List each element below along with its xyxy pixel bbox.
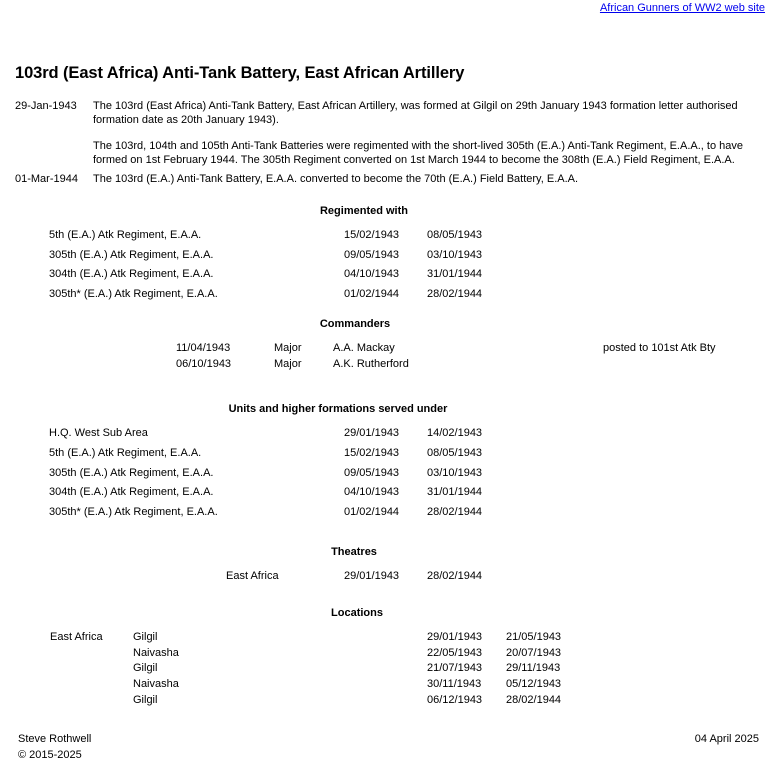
date-from: 15/02/1943	[344, 447, 400, 459]
date-from: 15/02/1943	[344, 229, 400, 241]
date-from: 09/05/1943	[344, 249, 400, 261]
date-to: 05/12/1943	[506, 678, 562, 690]
theatre-name: East Africa	[226, 570, 279, 582]
history-date: 01-Mar-1944	[15, 173, 78, 185]
date-from: 29/01/1943	[344, 427, 400, 439]
unit-name: 5th (E.A.) Atk Regiment, E.A.A.	[49, 447, 202, 459]
date-from: 04/10/1943	[344, 486, 400, 498]
date-from: 09/05/1943	[344, 467, 400, 479]
commander-note: posted to 101st Atk Bty	[603, 342, 716, 354]
date-to: 28/02/1944	[427, 570, 483, 582]
footer-copyright: © 2015-2025	[18, 749, 82, 761]
date-to: 08/05/1943	[427, 447, 483, 459]
date-to: 28/02/1944	[427, 506, 483, 518]
date-to: 08/05/1943	[427, 229, 483, 241]
date-to: 28/02/1944	[427, 288, 483, 300]
served-under-heading: Units and higher formations served under	[228, 403, 448, 415]
unit-name: 305th (E.A.) Atk Regiment, E.A.A.	[49, 467, 214, 479]
page-title: 103rd (East Africa) Anti-Tank Battery, East African Artillery	[15, 64, 465, 82]
unit-name: 304th (E.A.) Atk Regiment, E.A.A.	[49, 486, 214, 498]
date-to: 03/10/1943	[427, 467, 483, 479]
date-to: 29/11/1943	[506, 662, 561, 674]
date-from: 04/10/1943	[344, 268, 400, 280]
unit-name: 304th (E.A.) Atk Regiment, E.A.A.	[49, 268, 214, 280]
history-text: The 103rd (E.A.) Anti-Tank Battery, E.A.A. converted to become the 70th (E.A.) Field Battery, E.A.A.	[93, 173, 579, 185]
commander-name: A.K. Rutherford	[333, 358, 409, 370]
date-from: 29/01/1943	[344, 570, 400, 582]
date-to: 31/01/1944	[427, 268, 483, 280]
location-place: Gilgil	[133, 631, 158, 643]
date-from: 01/02/1944	[344, 506, 400, 518]
date-to: 20/07/1943	[506, 647, 562, 659]
commander-date: 11/04/1943	[176, 342, 231, 354]
location-place: Gilgil	[133, 662, 158, 674]
date-to: 03/10/1943	[427, 249, 483, 261]
unit-name: 305th* (E.A.) Atk Regiment, E.A.A.	[49, 288, 218, 300]
commanders-heading: Commanders	[319, 318, 391, 330]
unit-name: 305th (E.A.) Atk Regiment, E.A.A.	[49, 249, 214, 261]
unit-name: 305th* (E.A.) Atk Regiment, E.A.A.	[49, 506, 218, 518]
commander-date: 06/10/1943	[176, 358, 232, 370]
unit-name: 5th (E.A.) Atk Regiment, E.A.A.	[49, 229, 202, 241]
history-text: The 103rd, 104th and 105th Anti-Tank Batteries were regimented with the short-lived 305th (E.A.) Anti-Tank Regiment, E.A.A., to have formed on 1st February 1944. The 305th Regiment converted on 1st March 1944 to become the 308th (E.A.) Field Regiment, E.A.A.	[93, 140, 743, 166]
date-to: 14/02/1943	[427, 427, 483, 439]
theatres-heading: Theatres	[331, 546, 377, 558]
location-place: Naivasha	[133, 678, 179, 690]
date-to: 28/02/1944	[506, 694, 562, 706]
history-date: 29-Jan-1943	[15, 100, 77, 112]
date-to: 21/05/1943	[506, 631, 562, 643]
location-place: Naivasha	[133, 647, 179, 659]
date-from: 01/02/1944	[344, 288, 400, 300]
commander-rank: Major	[274, 358, 302, 370]
date-from: 22/05/1943	[427, 647, 483, 659]
footer-author: Steve Rothwell	[18, 733, 92, 745]
regimented-with-heading: Regimented with	[319, 205, 409, 217]
history-text: The 103rd (East Africa) Anti-Tank Battery, East African Artillery, was formed at Gilgil on 29th January 1943 formation letter authorised formation date as 20th January 1943).	[93, 100, 738, 126]
date-from: 29/01/1943	[427, 631, 483, 643]
site-home-link[interactable]: African Gunners of WW2 web site	[599, 2, 765, 14]
date-to: 31/01/1944	[427, 486, 483, 498]
date-from: 30/11/1943	[427, 678, 482, 690]
date-from: 06/12/1943	[427, 694, 483, 706]
commander-name: A.A. Mackay	[333, 342, 395, 354]
location-place: Gilgil	[133, 694, 158, 706]
commander-rank: Major	[274, 342, 302, 354]
footer-date: 04 April 2025	[694, 733, 759, 745]
date-from: 21/07/1943	[427, 662, 483, 674]
unit-name: H.Q. West Sub Area	[49, 427, 148, 439]
location-region: East Africa	[50, 631, 103, 643]
locations-heading: Locations	[331, 607, 383, 619]
